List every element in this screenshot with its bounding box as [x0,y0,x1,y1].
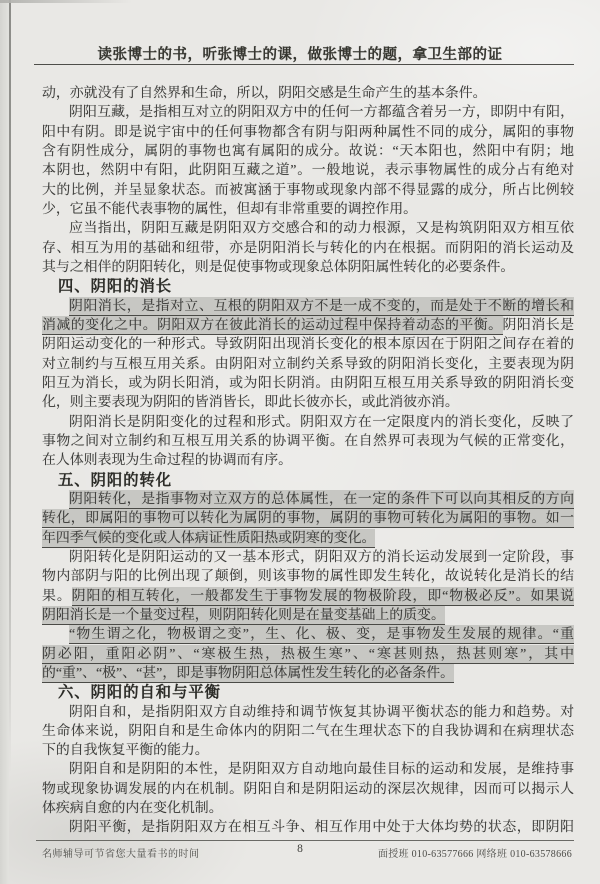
text-segment: 少，它虽不能代表事物的属性，但却有非常重要的调控作用。 [42,201,418,217]
page-header-slogan: 读张博士的书，听张博士的课，做张博士的题，拿卫生部的证 [97,47,503,63]
text-line [42,316,574,335]
text-line [42,84,574,103]
text-segment: 阳互为消长，或为阴长阳消，或为阳长阴消。由阴阳互根互用关系导致的阴阳消长变 [42,375,574,391]
text-line [42,200,574,219]
text-segment: 物或现象协调发展的内在机制。阴阳自和是阴阳运动的深层次规律，因而可以揭示人 [42,781,574,797]
highlighted-text: “物生谓之化，物极谓之变”，生、化、极、变，是事物发生发展的规律。“重 [69,627,574,643]
text-line [42,413,574,432]
page-number: 8 [297,843,303,855]
text-segment: 体疾病自愈的内在变化机制。 [42,801,223,817]
text-line [42,393,574,412]
text-line [42,703,574,722]
text-line [42,548,574,567]
text-segment: 应当指出，阴阳互藏是阴阳双方交感合和的动力根源，又是构筑阴阳双方相互依 [69,221,574,237]
text-line [42,258,574,277]
text-line [42,103,574,122]
scan-left-edge [0,0,9,884]
highlighted-text: 阴必阳，重阳必阴”、“寒极生热，热极生寒”、“寒甚则热，热甚则寒”，其中 [42,646,574,662]
text-segment: 阴阳消长是 [502,317,574,333]
text-segment: 阴阳消长是阴阳变化的过程和形式。阴阳双方在一定限度内的消长变化，反映了 [69,414,574,430]
text-line [42,509,574,528]
text-line [42,799,574,818]
text-segment: 阴阳运动变化的一种形式。导致阴阳出现消长变化的根本原因在于阴阳之间存在着的 [42,337,574,353]
text-segment: 阳中有阴。即是说宇宙中的任何事物都含有阴与阳两种属性不同的成分，属阳的事物 [42,124,574,140]
text-segment: 阴阳转化是阴阳运动的又一基本形式，阴阳双方的消长运动发展到一定阶段，事 [69,549,574,565]
highlighted-text: 消减的变化之中。阴阳双方在彼此消长的运动过程中保持着动态的平衡。 [42,317,503,333]
highlighted-text: 阴阳消长，是指对立、互根的阴阳双方不是一成不变的，而是处于不断的增长和 [69,298,574,314]
text-line [42,818,574,837]
text-line [42,355,574,374]
highlighted-text: 年四季气候的变化或人体病证性质阳热或阴寒的变化。 [42,530,376,546]
text-line [42,123,574,142]
footer-left-note: 名师辅导可节省您大量看书的时间 [42,849,200,860]
text-line [42,741,574,760]
text-line [42,297,574,316]
text-segment: 阴阳平衡，是指阴阳双方在相互斗争、相互作用中处于大体均势的状态，即阴阳 [69,820,574,836]
text-segment: 存、相互为用的基础和纽带，亦是阴阳消长与转化的内在根据。而阴阳的消长运动及 [42,240,574,256]
text-segment: 阴阳自和，是指阴阳双方自动维持和调节恢复其协调平衡状态的能力和趋势。对 [69,704,574,720]
highlighted-text: 转化，即属阳的事物可以转化为属阴的事物，属阴的事物可转化为属阳的事物。如一 [42,511,574,527]
text-segment: 下的自我恢复平衡的能力。 [42,743,209,759]
text-segment: 在人体则表现为生命过程的协调而有序。 [42,453,293,469]
text-line [42,664,574,683]
text-line [42,451,574,470]
text-line [42,335,574,354]
text-line [42,161,574,180]
text-segment: 果。 [42,588,72,604]
text-segment: 本阴也，然阴中有阳，此阴阳互藏之道”。一般地说，表示事物属性的成分占有绝对 [42,163,574,179]
text-line [42,490,574,509]
footer-rule [36,840,574,841]
text-segment: 对立制约与互根互用关系。由阴阳对立制约关系导致的阴阳消长变化，主要表现为阴 [42,356,574,372]
text-segment: 化，则主要表现为阴阳的皆消皆长，即此长彼亦长，或此消彼亦消。 [42,395,459,411]
text-segment: 生命体来说，阴阳自和是生命体内的阴阳二气在生理状态下的自我协调和在病理状态 [42,723,574,739]
text-line [42,722,574,741]
text-segment: 物内部阴与阳的比例出现了颠倒，则该事物的属性即发生转化，故说转化是消长的结 [42,569,574,585]
scan-edge-line [9,0,11,775]
text-segment: 阴阳互藏，是指相互对立的阴阳双方中的任何一方都蕴含着另一方，即阴中有阳， [69,105,574,121]
text-line [42,219,574,238]
scan-top-edge [0,0,220,3]
highlighted-text: 阴阳转化，是指事物对立双方的总体属性，在一定的条件下可以向其相反的方向 [69,491,574,507]
text-line [42,142,574,161]
text-segment: 含有阴性成分，属阴的事物也寓有属阳的成分。故说：“天本阳也，然阳中有阴；地 [42,143,574,159]
text-line [42,432,574,451]
text-line [42,606,574,625]
text-segment: 其与之相伴的阴阳转化，则是促使事物或现象总体阴阳属性转化的必要条件。 [42,259,515,275]
text-line [42,645,574,664]
text-line [42,374,574,393]
text-segment: 阴阳自和是阴阳的本性，是阴阳双方自动地向最佳目标的运动和发展，是维持事 [69,762,574,778]
text-segment: 大的比例，并呈显象状态。而被寓涵于事物或现象内部不得显露的成分，所占比例较 [42,182,574,198]
text-line [42,529,574,548]
text-line [42,760,574,779]
section-heading: 五、阴阳的转化 [58,471,173,489]
text-segment: 事物之间对立制约和互根互用关系的协调平衡。在自然界可表现为气候的正常变化， [42,433,574,449]
section-heading: 四、阴阳的消长 [58,278,173,296]
text-line [42,625,574,644]
text-line [42,587,574,606]
text-line [42,239,574,258]
highlighted-text: 阴阳消长是一个量变过程，则阴阳转化则是在量变基础上的质变。 [42,607,445,623]
text-line [42,780,574,799]
text-line [42,567,574,586]
header-rule [34,64,574,65]
text-segment: 动，亦就没有了自然界和生命，所以，阴阳交感是生命产生的基本条件。 [42,86,487,101]
section-heading: 六、阴阳的自和与平衡 [58,684,221,702]
footer-contact-numbers: 面授班 010-63577666 网络班 010-63578666 [377,849,572,860]
highlighted-text: 的“重”、“极”、“甚”，即是事物阴阳总体属性发生转化的必备条件。 [42,665,455,681]
highlighted-text: 阴阳的相互转化，一般都发生于事物发展的物极阶段，即“物极必反”。如果说 [71,588,574,604]
page-body-text [42,84,574,838]
text-line [42,181,574,200]
